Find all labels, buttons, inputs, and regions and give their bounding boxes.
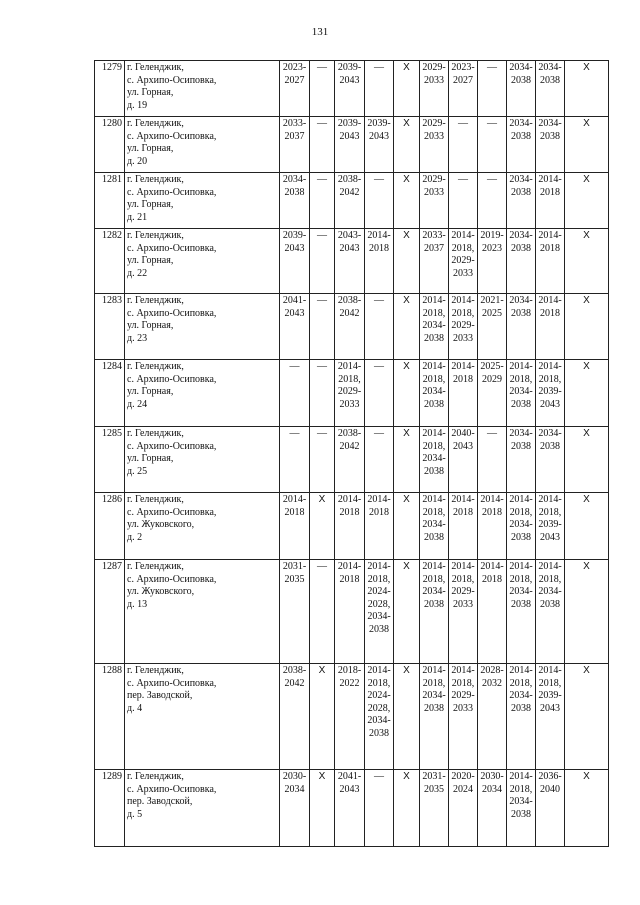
term-cell: X	[394, 61, 420, 117]
row-number: 1279	[95, 61, 125, 117]
term-cell: —	[365, 61, 394, 117]
address-cell: г. Геленджик, с. Архипо-Осиповка, ул. Горная, д. 19	[125, 61, 280, 117]
term-cell: X	[394, 229, 420, 294]
term-cell: —	[365, 360, 394, 427]
address-cell: г. Геленджик, с. Архипо-Осиповка, ул. Горная, д. 21	[125, 173, 280, 229]
term-cell: 2014- 2018, 2034- 2038	[507, 493, 536, 560]
term-cell: 2038- 2042	[335, 427, 365, 493]
term-cell: 2014- 2018	[365, 493, 394, 560]
term-cell: —	[449, 173, 478, 229]
term-cell: 2014- 2018	[280, 493, 310, 560]
term-cell: 2031- 2035	[420, 770, 449, 847]
term-cell: 2030- 2034	[280, 770, 310, 847]
term-cell: 2014- 2018	[536, 294, 565, 360]
term-cell: 2014- 2018, 2034- 2038	[420, 560, 449, 664]
table-row	[95, 560, 609, 664]
term-cell: —	[449, 117, 478, 173]
term-cell: 2034- 2038	[507, 117, 536, 173]
address-cell: г. Геленджик, с. Архипо-Осиповка, пер. Заводской, д. 5	[125, 770, 280, 847]
term-cell: 2020- 2024	[449, 770, 478, 847]
term-cell: 2028- 2032	[478, 664, 507, 770]
term-cell: —	[365, 427, 394, 493]
row-number: 1287	[95, 560, 125, 664]
term-cell: X	[394, 173, 420, 229]
term-cell: X	[310, 493, 335, 560]
term-cell: 2023- 2027	[449, 61, 478, 117]
term-cell: 2014- 2018, 2034- 2038	[507, 770, 536, 847]
term-cell: —	[478, 173, 507, 229]
term-cell: 2039- 2043	[335, 61, 365, 117]
address-cell: г. Геленджик, с. Архипо-Осиповка, ул. Жуковского, д. 2	[125, 493, 280, 560]
address-cell: г. Геленджик, с. Архипо-Осиповка, ул. Горная, д. 24	[125, 360, 280, 427]
term-cell: 2014- 2018, 2034- 2038	[507, 360, 536, 427]
term-cell: 2014- 2018	[335, 493, 365, 560]
term-cell: X	[310, 770, 335, 847]
term-cell: 2039- 2043	[365, 117, 394, 173]
term-cell: 2014- 2018	[478, 493, 507, 560]
term-cell: X	[394, 770, 420, 847]
address-cell: г. Геленджик, с. Архипо-Осиповка, ул. Горная, д. 20	[125, 117, 280, 173]
term-cell: 2034- 2038	[507, 61, 536, 117]
term-cell: X	[565, 229, 609, 294]
term-cell: —	[310, 560, 335, 664]
term-cell: X	[565, 493, 609, 560]
table-row	[95, 664, 609, 770]
table-row	[95, 427, 609, 493]
address-cell: г. Геленджик, с. Архипо-Осиповка, ул. Горная, д. 25	[125, 427, 280, 493]
term-cell: —	[310, 427, 335, 493]
term-cell: 2014- 2018, 2039- 2043	[536, 360, 565, 427]
term-cell: —	[280, 360, 310, 427]
term-cell: 2031- 2035	[280, 560, 310, 664]
term-cell: 2033- 2037	[420, 229, 449, 294]
term-cell: —	[280, 427, 310, 493]
term-cell: X	[394, 493, 420, 560]
term-cell: —	[310, 294, 335, 360]
table-row	[95, 493, 609, 560]
term-cell: 2029- 2033	[420, 173, 449, 229]
address-cell: г. Геленджик, с. Архипо-Осиповка, пер. Заводской, д. 4	[125, 664, 280, 770]
term-cell: —	[310, 360, 335, 427]
term-cell: X	[565, 664, 609, 770]
term-cell: 2038- 2042	[280, 664, 310, 770]
term-cell: 2014- 2018, 2029- 2033	[335, 360, 365, 427]
term-cell: X	[565, 61, 609, 117]
term-cell: 2014- 2018	[335, 560, 365, 664]
term-cell: 2018- 2022	[335, 664, 365, 770]
term-cell: 2014- 2018, 2034- 2038	[420, 294, 449, 360]
term-cell: 2014- 2018, 2034- 2038	[507, 664, 536, 770]
term-cell: 2029- 2033	[420, 61, 449, 117]
term-cell: —	[478, 61, 507, 117]
term-cell: —	[365, 173, 394, 229]
term-cell: 2019- 2023	[478, 229, 507, 294]
term-cell: —	[478, 117, 507, 173]
term-cell: 2034- 2038	[507, 294, 536, 360]
term-cell: 2034- 2038	[507, 173, 536, 229]
row-number: 1281	[95, 173, 125, 229]
term-cell: 2014- 2018, 2039- 2043	[536, 664, 565, 770]
table-row	[95, 294, 609, 360]
term-cell: 2034- 2038	[536, 427, 565, 493]
term-cell: 2040- 2043	[449, 427, 478, 493]
term-cell: X	[565, 173, 609, 229]
page-number: 131	[311, 26, 329, 38]
table-row	[95, 360, 609, 427]
table-row	[95, 173, 609, 229]
term-cell: X	[394, 560, 420, 664]
row-number: 1283	[95, 294, 125, 360]
term-cell: 2014- 2018	[449, 360, 478, 427]
term-cell: 2021- 2025	[478, 294, 507, 360]
term-cell: 2014- 2018	[536, 173, 565, 229]
term-cell: 2034- 2038	[536, 61, 565, 117]
term-cell: 2014- 2018, 2034- 2038	[507, 560, 536, 664]
registry-table	[94, 60, 609, 847]
term-cell: —	[365, 770, 394, 847]
term-cell: 2014- 2018	[449, 493, 478, 560]
table-row	[95, 61, 609, 117]
term-cell: 2033- 2037	[280, 117, 310, 173]
row-number: 1280	[95, 117, 125, 173]
address-cell: г. Геленджик, с. Архипо-Осиповка, ул. Горная, д. 22	[125, 229, 280, 294]
row-number: 1289	[95, 770, 125, 847]
term-cell: 2041- 2043	[280, 294, 310, 360]
term-cell: 2039- 2043	[335, 117, 365, 173]
term-cell: 2014- 2018, 2029- 2033	[449, 560, 478, 664]
term-cell: 2014- 2018, 2029- 2033	[449, 229, 478, 294]
term-cell: 2014- 2018, 2034- 2038	[420, 493, 449, 560]
table-row	[95, 229, 609, 294]
address-cell: г. Геленджик, с. Архипо-Осиповка, ул. Горная, д. 23	[125, 294, 280, 360]
term-cell: 2014- 2018, 2034- 2038	[420, 664, 449, 770]
term-cell: 2036- 2040	[536, 770, 565, 847]
table-row	[95, 117, 609, 173]
term-cell: —	[478, 427, 507, 493]
term-cell: X	[565, 360, 609, 427]
term-cell: X	[394, 117, 420, 173]
term-cell: 2014- 2018	[478, 560, 507, 664]
term-cell: X	[394, 294, 420, 360]
term-cell: 2014- 2018, 2034- 2038	[420, 360, 449, 427]
term-cell: 2023- 2027	[280, 61, 310, 117]
term-cell: —	[310, 117, 335, 173]
term-cell: X	[565, 117, 609, 173]
term-cell: 2038- 2042	[335, 294, 365, 360]
term-cell: 2014- 2018, 2024- 2028, 2034- 2038	[365, 560, 394, 664]
term-cell: 2014- 2018, 2034- 2038	[420, 427, 449, 493]
row-number: 1286	[95, 493, 125, 560]
term-cell: X	[394, 664, 420, 770]
term-cell: X	[394, 427, 420, 493]
term-cell: 2034- 2038	[507, 229, 536, 294]
term-cell: X	[565, 560, 609, 664]
term-cell: 2034- 2038	[280, 173, 310, 229]
term-cell: 2014- 2018, 2029- 2033	[449, 664, 478, 770]
term-cell: 2043- 2043	[335, 229, 365, 294]
term-cell: 2014- 2018, 2034- 2038	[536, 560, 565, 664]
term-cell: 2014- 2018	[365, 229, 394, 294]
term-cell: 2014- 2018, 2039- 2043	[536, 493, 565, 560]
term-cell: 2030- 2034	[478, 770, 507, 847]
row-number: 1284	[95, 360, 125, 427]
term-cell: X	[565, 427, 609, 493]
row-number: 1288	[95, 664, 125, 770]
term-cell: 2014- 2018	[536, 229, 565, 294]
term-cell: X	[394, 360, 420, 427]
term-cell: 2029- 2033	[420, 117, 449, 173]
term-cell: X	[565, 294, 609, 360]
term-cell: 2025- 2029	[478, 360, 507, 427]
term-cell: 2034- 2038	[507, 427, 536, 493]
term-cell: —	[310, 173, 335, 229]
table-row	[95, 770, 609, 847]
term-cell: 2014- 2018, 2024- 2028, 2034- 2038	[365, 664, 394, 770]
term-cell: 2038- 2042	[335, 173, 365, 229]
term-cell: 2041- 2043	[335, 770, 365, 847]
term-cell: X	[565, 770, 609, 847]
term-cell: —	[365, 294, 394, 360]
term-cell: —	[310, 61, 335, 117]
term-cell: 2014- 2018, 2029- 2033	[449, 294, 478, 360]
term-cell: X	[310, 664, 335, 770]
row-number: 1282	[95, 229, 125, 294]
term-cell: —	[310, 229, 335, 294]
term-cell: 2039- 2043	[280, 229, 310, 294]
row-number: 1285	[95, 427, 125, 493]
address-cell: г. Геленджик, с. Архипо-Осиповка, ул. Жуковского, д. 13	[125, 560, 280, 664]
term-cell: 2034- 2038	[536, 117, 565, 173]
